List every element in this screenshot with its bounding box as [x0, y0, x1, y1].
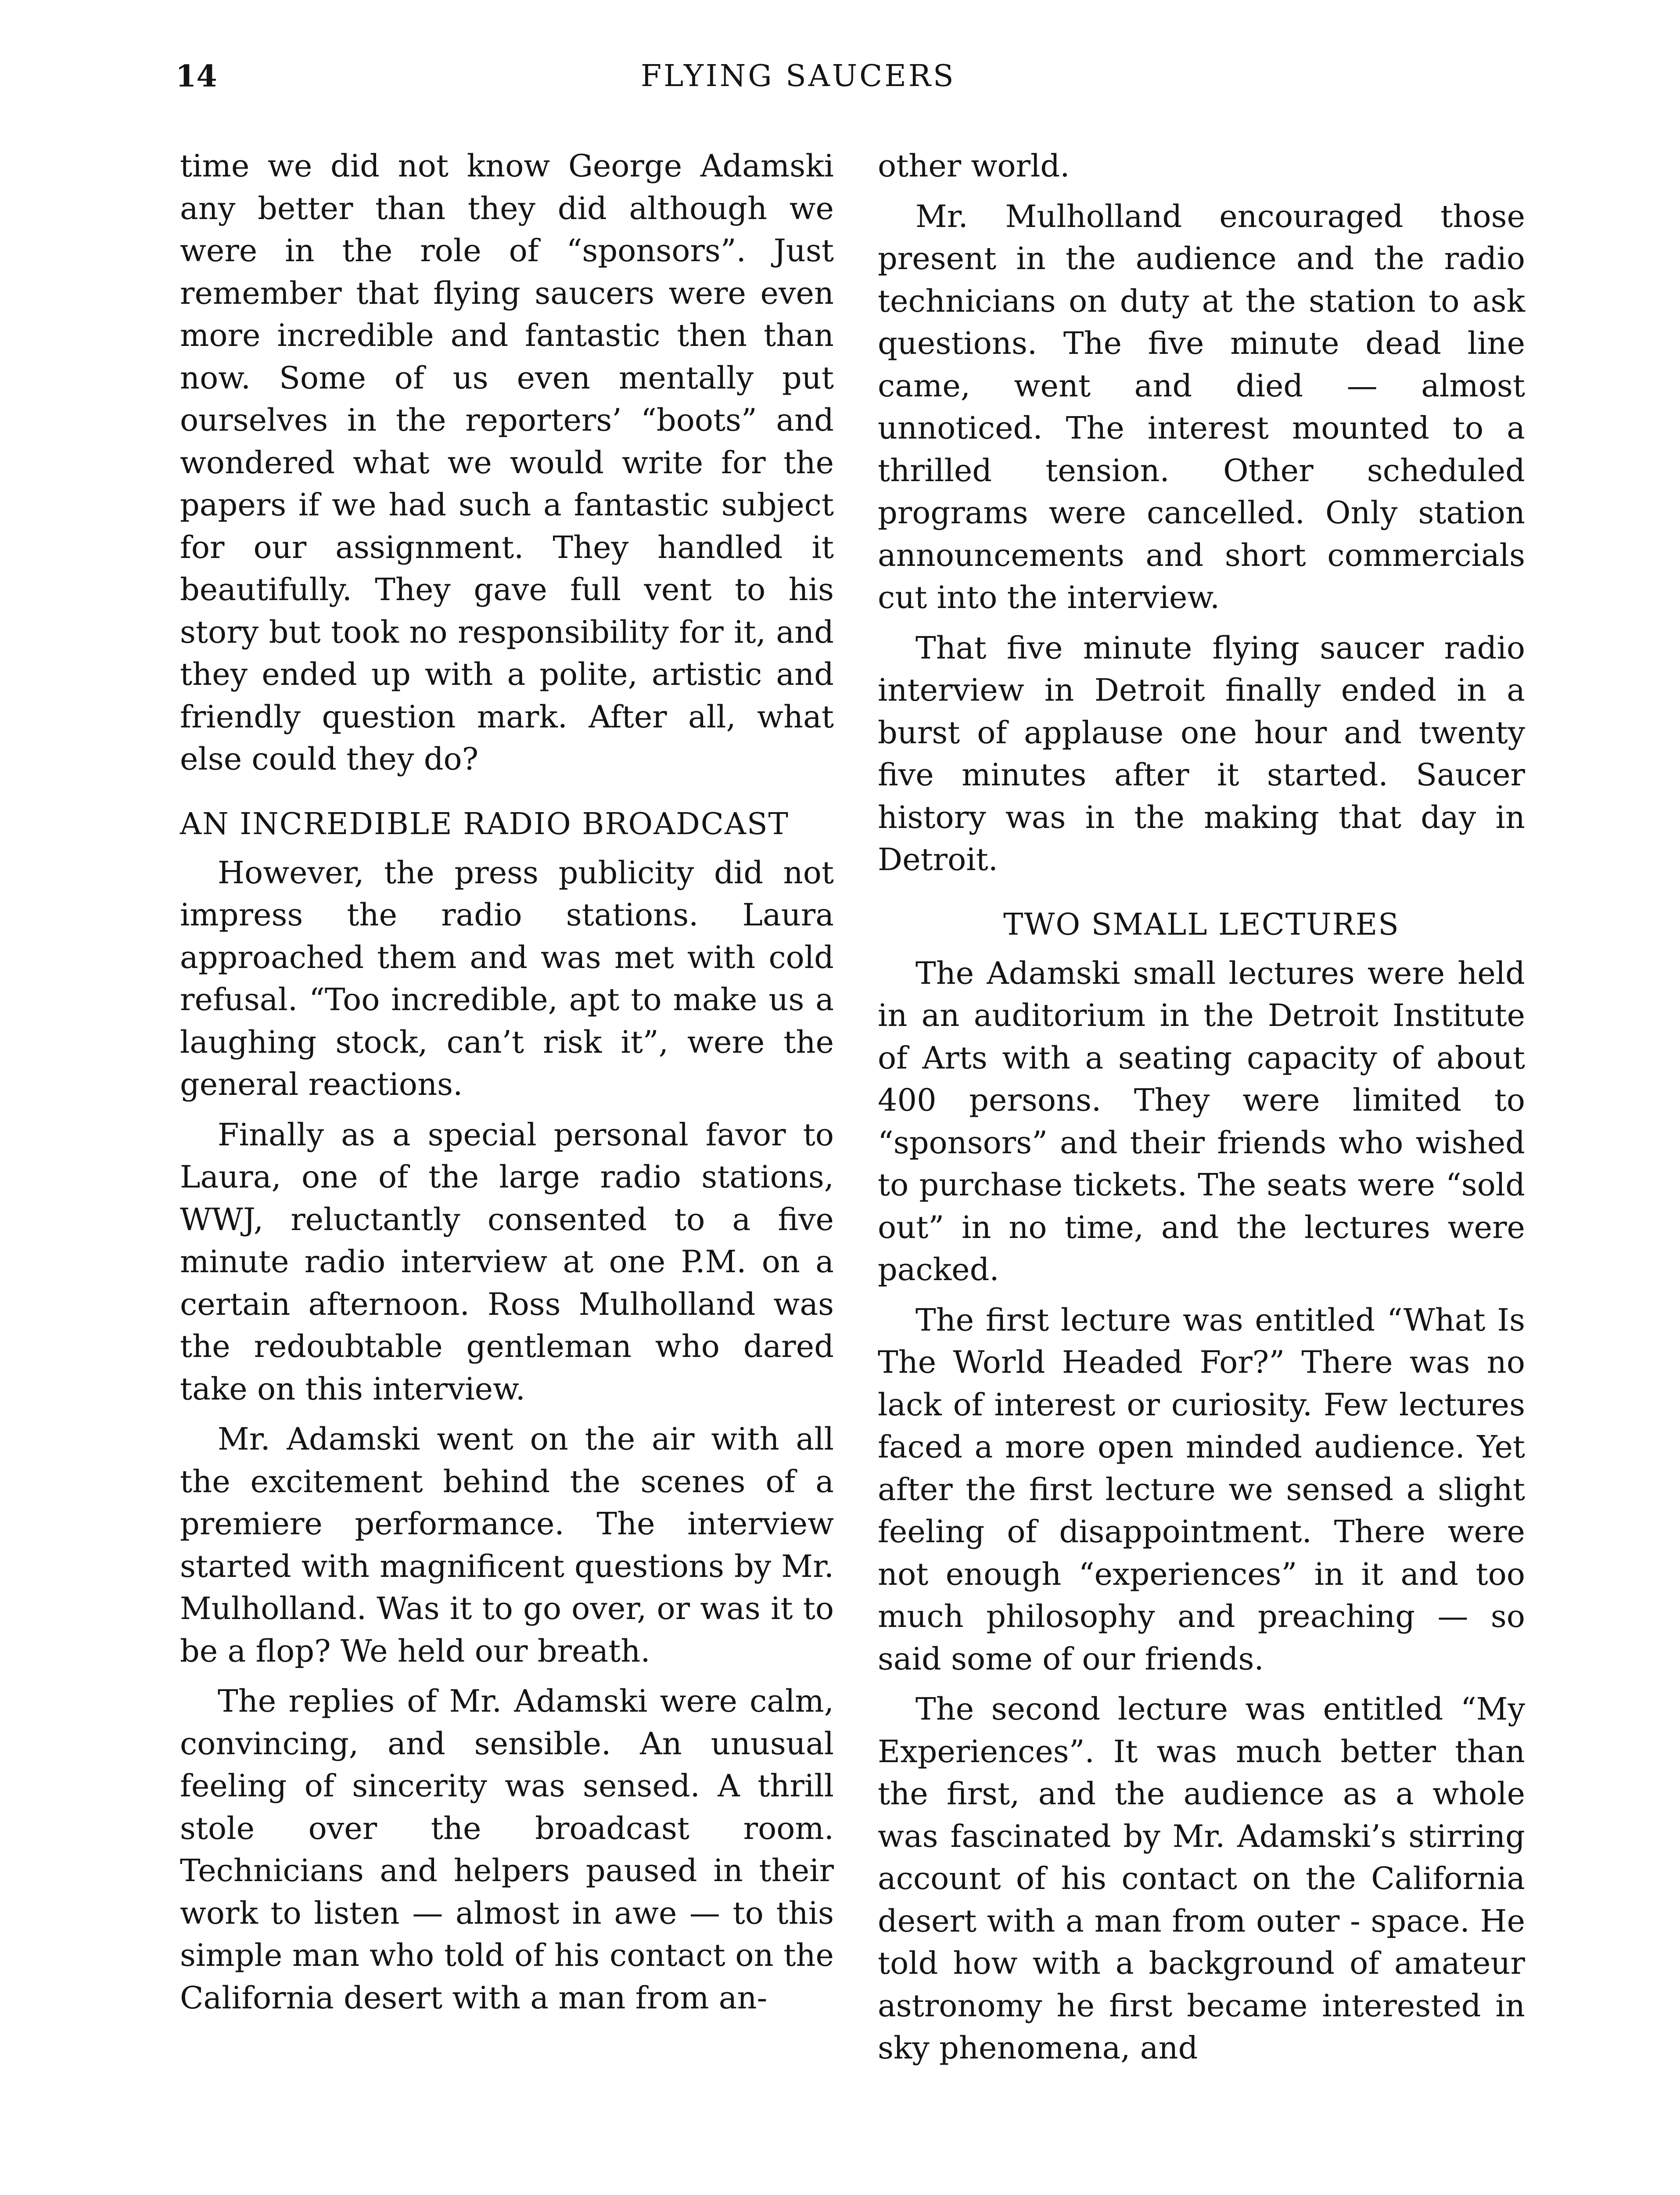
section-heading-radio-broadcast: AN INCREDIBLE RADIO BROADCAST — [180, 806, 789, 842]
left-paragraph-3: Finally as a special personal favor to Laura, one of the large radio stations, WWJ, reluctantly consented to a five minute radio interview at one P.M. on a certain afternoon. Ross Mulholland was the redoubtable gentleman who dared take on this interview. — [180, 1116, 834, 1407]
running-title: FLYING SAUCERS — [641, 59, 956, 94]
section-heading-two-small-lectures: TWO SMALL LECTURES — [1003, 907, 1400, 942]
left-paragraph-4: Mr. Adamski went on the air with all the excitement behind the scenes of a premiere performance. The interview started with magnificent questions by Mr. Mulholland. Was it to go over, or was it to be a flop? We held our breath. — [180, 1421, 834, 1669]
right-paragraph-3: That five minute flying saucer radio interview in Detroit finally ended in a burst of applause one hour and twenty five minutes after it started. Saucer history was in the making that day in Detroit. — [878, 630, 1525, 878]
right-paragraph-1: other world. — [878, 148, 1070, 184]
left-paragraph-2: However, the press publicity did not impress the radio stations. Laura approached them and was met with cold refusal. “Too incredible, apt to make us a laughing stock, can’t risk it”, were the general reactions. — [180, 854, 834, 1102]
left-paragraph-5: The replies of Mr. Adamski were calm, convincing, and sensible. An unusual feeling of sincerity was sensed. A thrill stole over the broadcast room. Technicians and helpers paused in their work to listen — almost in awe — to this simple man who told of his contact on the California desert with a man from an- — [180, 1683, 834, 2016]
right-paragraph-4: The Adamski small lectures were held in an auditorium in the Detroit Institute of Arts with a seating capacity of about 400 persons. They were limited to “sponsors” and their friends who wished to purchase tickets. The seats were “sold out” in no time, and the lectures were packed. — [878, 955, 1525, 1288]
right-paragraph-5: The first lecture was entitled “What Is The World Headed For?” There was no lack of interest or curiosity. Few lectures faced a more open minded audience. Yet after the first lecture we sensed a slight feeling of disappointment. There were not enough “experiences” in it and too much philosophy and preaching — so said some of our friends. — [878, 1302, 1525, 1677]
page-number: 14 — [176, 59, 217, 94]
left-column — [180, 145, 834, 2027]
right-paragraph-6: The second lecture was entitled “My Experiences”. It was much better than the first, and the audience as a whole was fascinated by Mr. Adamski’s stirring account of his contact on the California desert with a man from outer - space. He told how with a background of amateur astronomy he first became interested in sky phenomena, and — [878, 1691, 1525, 2066]
right-column — [878, 145, 1525, 2077]
left-paragraph-1: time we did not know George Adamski any better than they did although we were in the role of “sponsors”. Just remember that flying saucers were even more incredible and fantastic then than now. Some of us even mentally put ourselves in the reporters’ “boots” and wondered what we would write for the papers if we had such a fantastic subject for our assignment. They handled it beautifully. They gave full vent to his story but took no responsibility for it, and they ended up with a polite, artistic and friendly question mark. After all, what else could they do? — [180, 148, 834, 777]
right-paragraph-2: Mr. Mulholland encouraged those present in the audience and the radio technicians on duty at the station to ask questions. The five minute dead line came, went and died — almost unnoticed. The interest mounted to a thrilled tension. Other scheduled programs were cancelled. Only station announcements and short commercials cut into the interview. — [878, 198, 1525, 615]
